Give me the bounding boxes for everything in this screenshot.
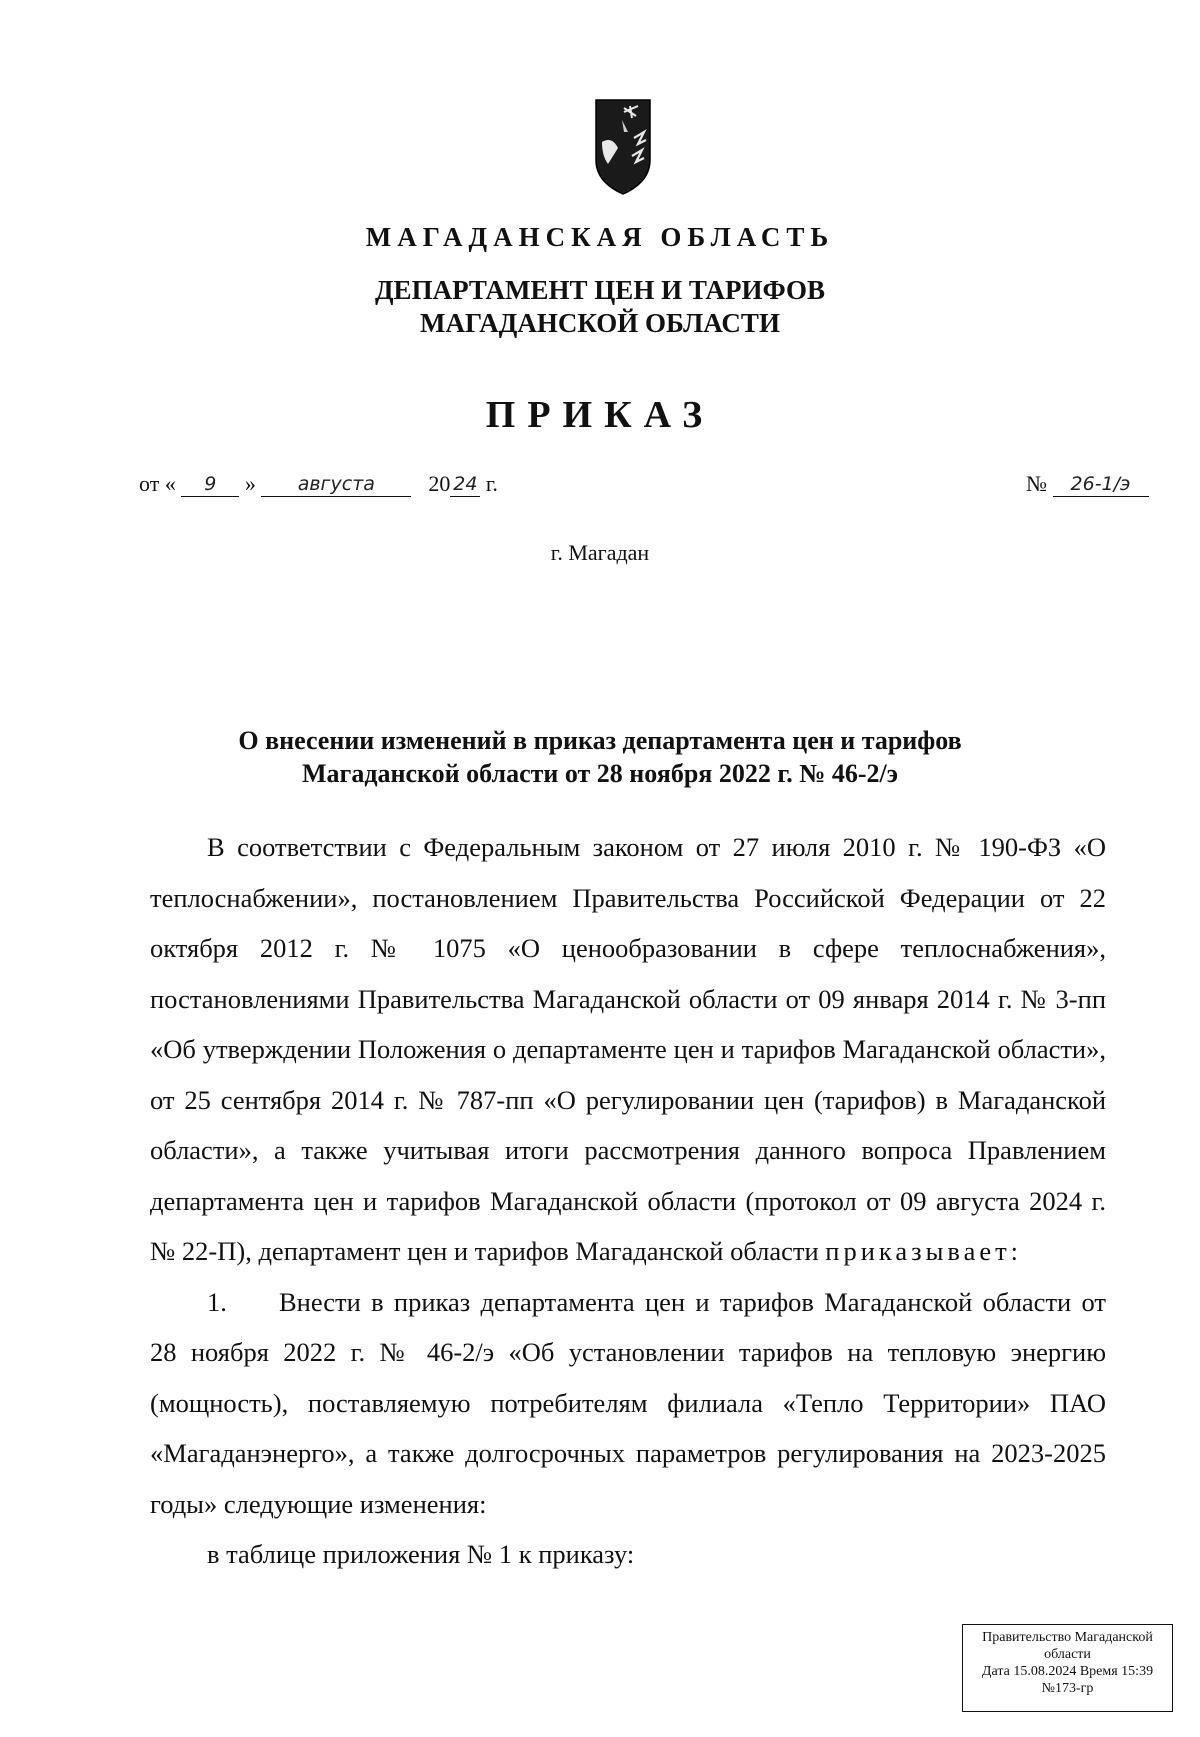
date-year-tail: г.: [485, 471, 498, 496]
date-year-value: 24: [453, 473, 478, 495]
stamp-line1: Правительство Магаданской: [982, 1630, 1153, 1645]
subject-line2: Магаданской области от 28 ноября 2022 г. № 46-2/э: [302, 759, 898, 788]
document-body: [150, 822, 1106, 1580]
number-label: №: [1026, 471, 1047, 496]
item-1-text: Внести в приказ департамента цен и тарифов Магаданской области от 28 ноября 2022 г. № 46-2/э «Об установлении тарифов на тепловую энергию (мощность), поставляемую потребителям филиала «Тепло Территории» ПАО «Магаданэнерго», а также долгосрочных параметров регулирования на 2023-2025 годы» следующие изменения:: [150, 1286, 1106, 1519]
city-line: г. Магадан: [550, 540, 650, 565]
stamp-line2: области: [1044, 1647, 1091, 1662]
document-subject: [150, 724, 1050, 790]
department-title-line1: ДЕПАРТАМЕНТ ЦЕН И ТАРИФОВ: [374, 275, 826, 305]
item-1-number: 1.: [207, 1286, 227, 1317]
document-type-title: ПРИКАЗ: [485, 394, 715, 436]
date-year-field: [450, 470, 480, 497]
region-title: МАГАДАНСКАЯ ОБЛАСТЬ: [365, 222, 835, 252]
department-title-line2: МАГАДАНСКОЙ ОБЛАСТИ: [420, 308, 780, 338]
date-month-value: августа: [297, 473, 375, 495]
registration-stamp: [962, 1624, 1173, 1712]
date-year-prefix: 20: [428, 471, 451, 496]
date-mid: »: [244, 471, 256, 496]
table-reference-paragraph: в таблице приложения № 1 к приказу:: [207, 1539, 635, 1569]
date-line: [139, 470, 498, 497]
subject-line1: О внесении изменений в приказ департамента цен и тарифов: [238, 726, 962, 755]
stamp-line3: Дата 15.08.2024 Время 15:39: [981, 1664, 1154, 1679]
coat-of-arms-emblem: [594, 98, 652, 196]
preamble-paragraph: [150, 822, 1106, 1277]
department-title: [0, 274, 1200, 340]
date-month-field: [261, 470, 411, 497]
date-day-field: [181, 470, 239, 497]
item-1-paragraph: [150, 1277, 1106, 1530]
stamp-line4: №173-гр: [1041, 1681, 1094, 1696]
preamble-verb: приказывает:: [825, 1236, 1023, 1266]
document-number-line: [1026, 470, 1149, 497]
number-field: [1053, 470, 1149, 497]
date-prefix: от «: [139, 471, 176, 496]
date-day-value: 9: [204, 473, 217, 495]
preamble-text: В соответствии с Федеральным законом от 27 июля 2010 г. № 190-ФЗ «О теплоснабжении», постановлением Правительства Российской Федерации от 22 октября 2012 г. № 1075 «О ценообразовании в сфере теплоснабжения», постановлениями Правительства Магаданской области от 09 января 2014 г. № 3-пп «Об утверждении Положения о департаменте цен и тарифов Магаданской области», от 25 сентября 2014 г. № 787-пп «О регулировании цен (тарифов) в Магаданской области», а также учитывая итоги рассмотрения данного вопроса Правлением департамента цен и тарифов Магаданской области (протокол от 09 августа 2024 г. № 22-П), департамент цен и тарифов Магаданской области: [150, 832, 1106, 1266]
number-value: 26-1/э: [1070, 473, 1131, 495]
